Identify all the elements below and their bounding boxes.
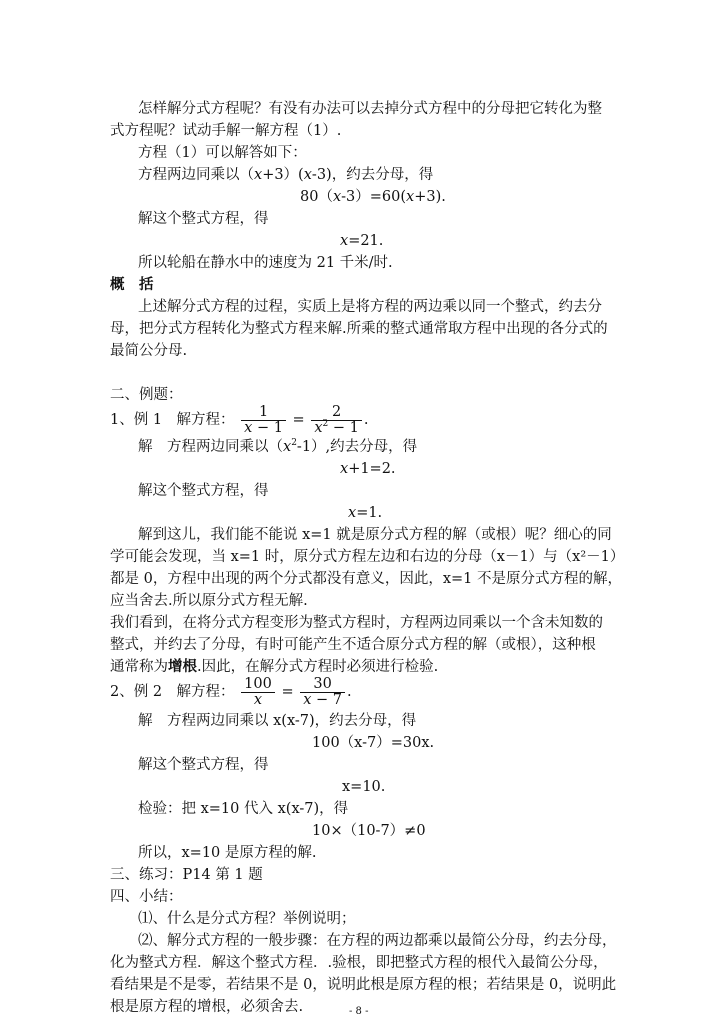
example-2-solve: 解这个整式方程，得 [138,757,269,773]
intro-line-4: 方程两边同乘以（x+3）(x-3)，约去分母，得 [138,167,434,183]
intro-conclusion: 所以轮船在静水中的速度为 21 千米/时. [138,255,393,271]
fraction-2: $\frac{2}{x^2 - 1}$ [311,405,362,436]
page-number: - 8 - [349,1006,369,1017]
example-1-step-1: 解 方程两边同乘以$(x^2-1)$,约去分母，得 [138,438,418,455]
example-1-para-6: 整式，并约去了分母，有时可能产生不适合原分式方程的解（或根），这种根 [110,637,596,653]
wrap-q2-line-4: 根是原方程的增根，必须舍去. [110,999,304,1015]
equation-1: 80（x-3）=60(x+3). [300,189,446,205]
intro-solve: 解这个整式方程，得 [138,211,269,227]
wrap-header: 四、小结： [110,889,183,905]
intro-line-2: 式方程呢？试动手解一解方程（1）. [110,123,342,139]
summary-line-2: 母，把分式方程转化为整式方程来解.所乘的整式通常取方程中出现的各分式的 [110,321,608,337]
intro-result: x=21. [340,233,384,249]
example-2-step-1: 解 方程两边同乘以 x(x-7)，约去分母，得 [138,713,417,729]
example-1-statement: 1、例 1 解方程： $\frac{1}{x - 1}$ = $\frac{2}{x^2 - 1}$ . [110,403,369,436]
intro-line-3: 方程（1）可以解答如下： [138,145,307,161]
extraneous-root-term: 增根 [168,658,197,675]
example-2-check: 检验：把 x=10 代入 x(x-7)，得 [138,801,349,817]
example-2-equation: 100（x-7）=30x. [312,735,435,751]
summary-line-1: 上述解分式方程的过程，实质上是将方程的两边乘以同一个整式，约去分 [138,299,602,315]
fraction-3: $\frac{100}{x}$ [241,677,275,708]
wrap-q2-line-1: ⑵、解分式方程的一般步骤：在方程的两边都乘以最简公分母，约去分母， [138,933,617,949]
wrap-q2-line-2: 化为整式方程．解这个整式方程．.验根，即把整式方程的根代入最简公分母， [110,955,608,971]
example-2-statement: 2、例 2 解方程： $\frac{100}{x}$ = $\frac{30}{x - 7}$ . [110,675,352,708]
example-1-para-4: 应当舍去.所以原分式方程无解. [110,593,308,609]
fraction-4: $\frac{30}{x - 7}$ [300,677,345,708]
summary-line-3: 最简公分母. [110,343,188,359]
wrap-q2-line-3: 看结果是不是零，若结果不是 0，说明此根是原方程的根；若结果是 0，说明此 [110,977,617,993]
example-1-para-5: 我们看到，在将分式方程变形为整式方程时，方程两边同乘以一个含未知数的 [110,615,603,631]
example-1-para-1: 解到这儿，我们能不能说 x=1 就是原分式方程的解（或根）呢？细心的同 [138,527,612,543]
example-1-para-7: 通常称为增根.因此，在解分式方程时必须进行检验. [110,658,439,675]
fraction-1: $\frac{1}{x - 1}$ [241,405,286,436]
example-2-conclusion: 所以，x=10 是原方程的解. [138,845,317,861]
example-2-check-equation: 10×（10-7）≠0 [312,823,426,839]
example-1-para-2: 学可能会发现，当 x=1 时，原分式方程左边和右边的分母（x－1）与（x²－1） [110,549,625,565]
example-1-equation: x+1=2. [340,461,396,477]
example-1-result: x=1. [348,505,383,521]
summary-title: 概 括 [110,276,154,293]
examples-header: 二、例题： [110,387,183,403]
example-1-solve: 解这个整式方程，得 [138,483,269,499]
intro-line-1: 怎样解分式方程呢？有没有办法可以去掉分式方程中的分母把它转化为整 [138,101,602,117]
example-1-para-3: 都是 0，方程中出现的两个分式都没有意义，因此，x=1 不是原分式方程的解， [110,571,622,587]
example-2-result: x=10. [342,779,386,795]
practice-line: 三、练习：P14 第 1 题 [110,867,263,883]
wrap-q1: ⑴、什么是分式方程？举例说明； [138,911,356,927]
